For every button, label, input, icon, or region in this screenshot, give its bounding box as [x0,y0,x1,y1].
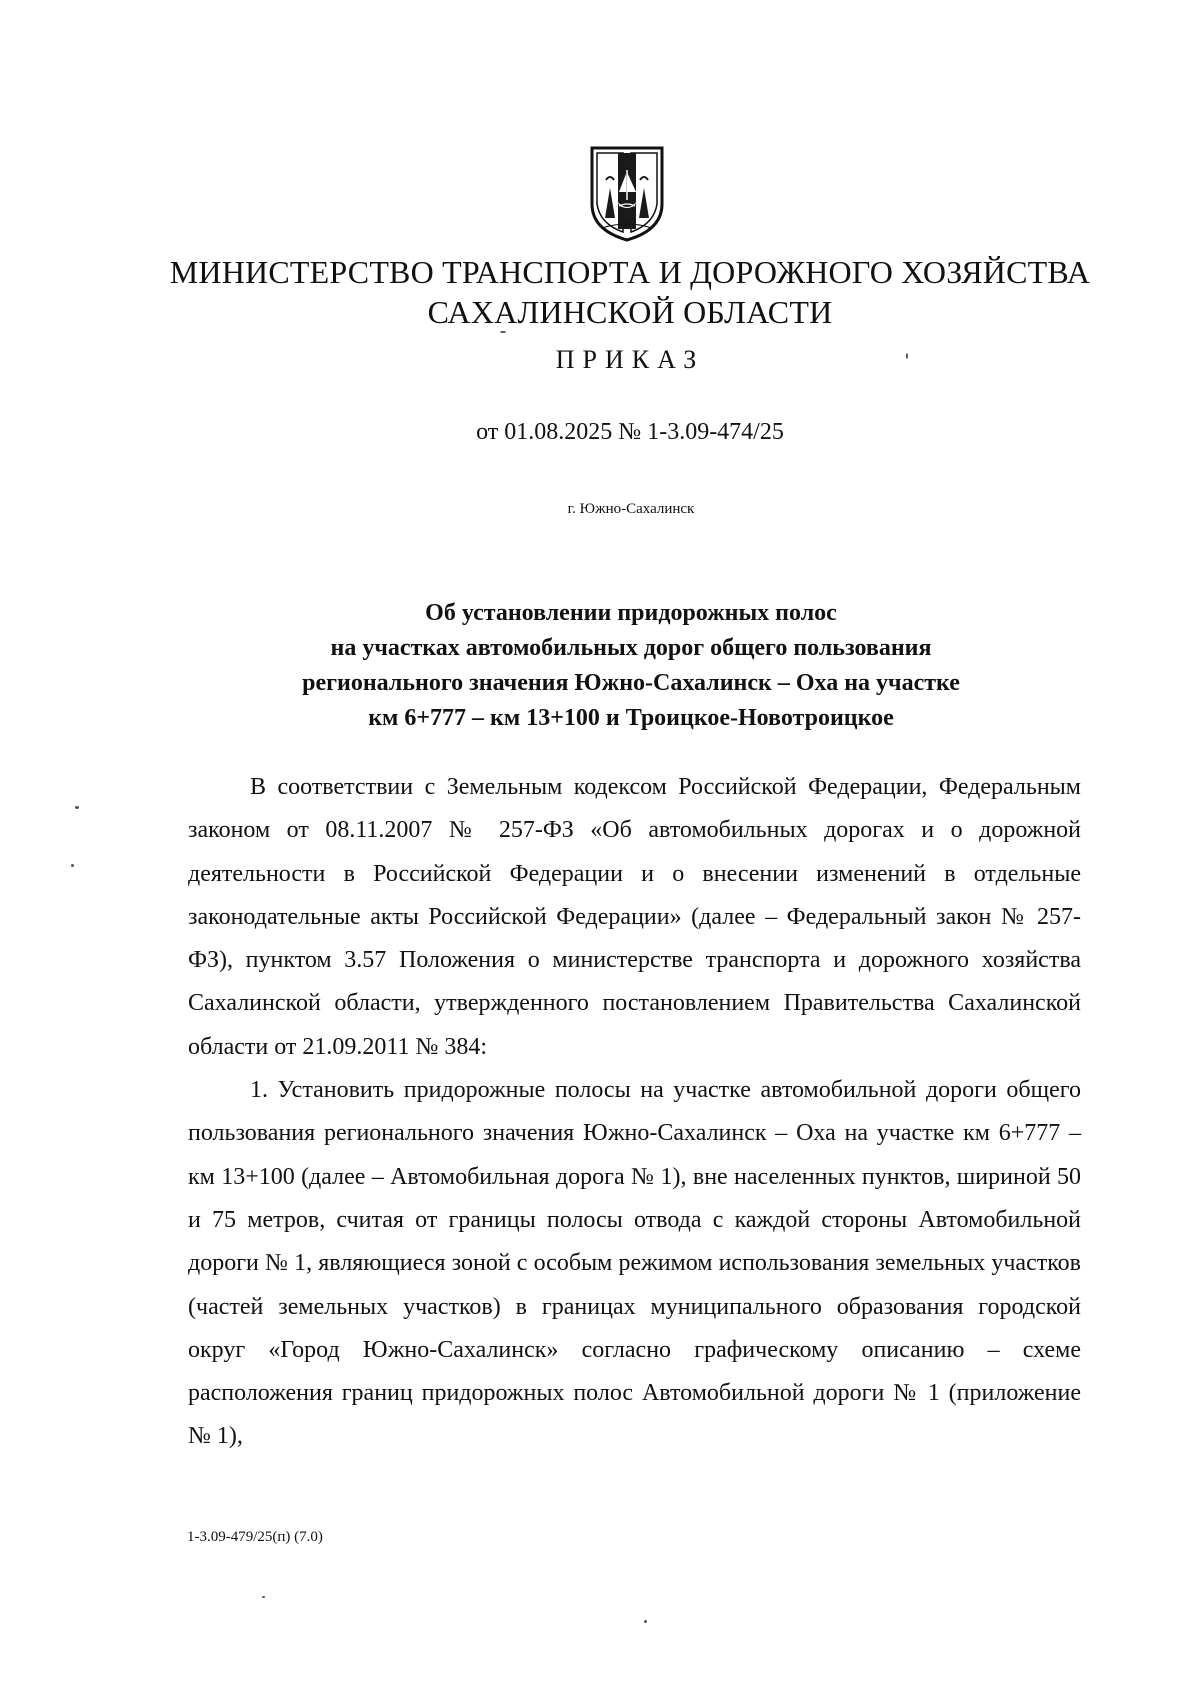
ministry-name-line2: САХАЛИНСКОЙ ОБЛАСТИ [427,294,833,330]
issue-city: г. Южно-Сахалинск [567,501,695,517]
preamble-paragraph: В соответствии с Земельным кодексом Российской Федерации, Федеральным законом от 08.11.2007 № 257-ФЗ «Об автомобильных дорогах и о дорожной деятельности в Российской Федерации и о внесении изменений в отдельные законодательные акты Российской Федерации» (далее – Федеральный закон № 257-ФЗ), пунктом 3.57 Положения о министерстве транспорта и дорожного хозяйства Сахалинской области, утвержденного постановлением Правительства Сахалинской области от 21.09.2011 № 384: [188,774,1081,1060]
subject-line-3: регионального значения Южно-Сахалинск – Оха на участке [302,670,960,696]
scan-speck [71,864,74,867]
scan-speck [906,353,908,359]
order-subject [0,596,1200,736]
subject-line-2: на участках автомобильных дорог общего пользования [330,635,932,661]
subject-line-4: км 6+777 – км 13+100 и Троицкое-Новотроицкое [368,705,894,731]
document-type-title: ПРИКАЗ [555,345,705,374]
order-body [188,766,1081,1459]
coat-of-arms-icon [588,144,666,242]
scan-speck [500,331,506,333]
subject-line-1: Об установлении придорожных полос [425,600,837,626]
document-footer-code: 1-3.09-479/25(п) (7.0) [187,1529,323,1545]
scan-speck [262,1596,265,1598]
ministry-name-line1: МИНИСТЕРСТВО ТРАНСПОРТА И ДОРОЖНОГО ХОЗЯЙСТВА [169,254,1091,290]
scan-speck [644,1620,647,1623]
order-number-date: от 01.08.2025 № 1-3.09-474/25 [476,419,784,445]
item-1-paragraph: 1. Установить придорожные полосы на участке автомобильной дороги общего пользования регионального значения Южно-Сахалинск – Оха на участке км 6+777 – км 13+100 (далее – Автомобильная дорога № 1), вне населенных пунктов, шириной 50 и 75 метров, считая от границы полосы отвода с каждой стороны Автомобильной дороги № 1, являющиеся зоной с особым режимом использования земельных участков (частей земельных участков) в границах муниципального образования городской округ «Город Южно-Сахалинск» согласно графическому описанию – схеме расположения границ придорожных полос Автомобильной дороги № 1 (приложение № 1), [188,1077,1081,1450]
scan-speck [75,806,79,809]
